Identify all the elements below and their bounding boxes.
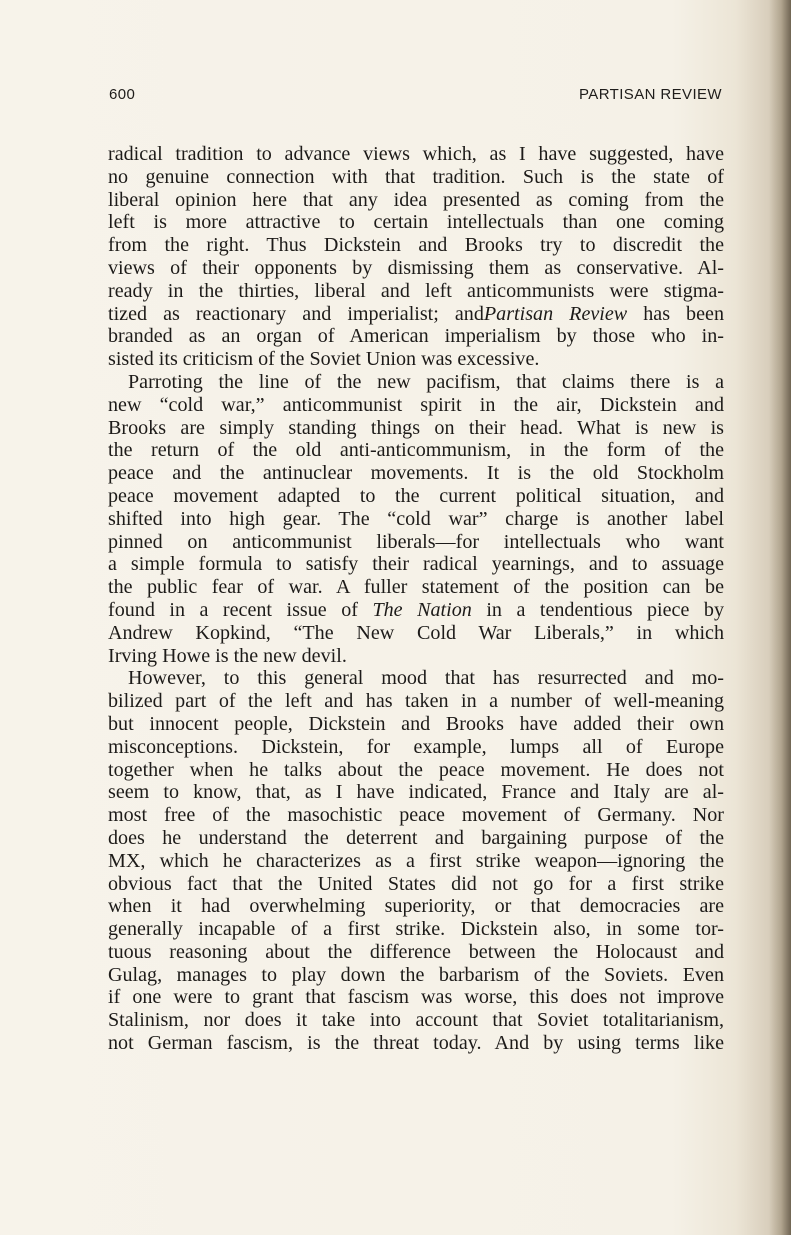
running-head <box>109 86 722 108</box>
text-line: liberal opinion here that any idea presented as coming from the <box>108 188 724 211</box>
text-line: does he understand the deterrent and bargaining purpose of the <box>108 826 724 849</box>
text-line <box>108 599 724 622</box>
text-line: MX, which he characterizes as a first strike weapon—ignoring the <box>108 849 724 872</box>
text-line: shifted into high gear. The “cold war” charge is another label <box>108 507 724 530</box>
text-line: views of their opponents by dismissing them as conservative. Al- <box>108 256 724 279</box>
text-line: the public fear of war. A fuller statement of the position can be <box>108 576 724 599</box>
text-line: peace and the antinuclear movements. It is the old Stockholm <box>108 462 724 485</box>
text-line: obvious fact that the United States did not go for a first strike <box>108 872 724 895</box>
text-line: Irving Howe is the new devil. <box>108 644 347 667</box>
text-line: new “cold war,” anticommunist spirit in the air, Dickstein and <box>108 393 724 416</box>
text-line: Brooks are simply standing things on their head. What is new is <box>108 416 724 439</box>
text-line: pinned on anticommunist liberals—for intellectuals who want <box>108 530 724 553</box>
text-line: seem to know, that, as I have indicated, France and Italy are al- <box>108 781 724 804</box>
journal-title: PARTISAN REVIEW <box>579 86 722 103</box>
text-segment: tized as reactionary and imperialist; and <box>108 302 484 325</box>
text-line: when it had overwhelming superiority, or that democracies are <box>108 895 724 918</box>
article-body <box>108 143 724 1055</box>
text-line: tuous reasoning about the difference between the Holocaust and <box>108 940 724 963</box>
text-line: from the right. Thus Dickstein and Brooks try to discredit the <box>108 234 724 257</box>
text-line: not German fascism, is the threat today. And by using terms like <box>108 1032 724 1055</box>
text-line: but innocent people, Dickstein and Brooks have added their own <box>108 712 724 735</box>
text-line: if one were to grant that fascism was worse, this does not improve <box>108 986 724 1009</box>
italic-title: The Nation <box>372 598 472 621</box>
text-line: sisted its criticism of the Soviet Union was excessive. <box>108 348 540 371</box>
text-line: Parroting the line of the new pacifism, that claims there is a <box>128 370 724 393</box>
text-line: no genuine connection with that tradition. Such is the state of <box>108 165 724 188</box>
page-number: 600 <box>109 86 136 103</box>
text-line: radical tradition to advance views which, as I have suggested, have <box>108 143 724 165</box>
text-line: together when he talks about the peace movement. He does not <box>108 758 724 781</box>
text-line: ready in the thirties, liberal and left anticommunists were stigma- <box>108 279 724 302</box>
page-gutter-shadow <box>769 0 791 1235</box>
text-line <box>108 303 724 326</box>
text-line: misconceptions. Dickstein, for example, lumps all of Europe <box>108 735 724 758</box>
text-line: most free of the masochistic peace movement of Germany. Nor <box>108 804 724 827</box>
text-line: Gulag, manages to play down the barbarism of the Soviets. Even <box>108 963 724 986</box>
text-line: peace movement adapted to the current political situation, and <box>108 484 724 507</box>
text-segment: in a tendentious piece by <box>471 598 724 621</box>
text-line: Stalinism, nor does it take into account that Soviet totalitarianism, <box>108 1009 724 1032</box>
text-line: branded as an organ of American imperialism by those who in- <box>108 325 724 348</box>
text-line: generally incapable of a first strike. Dickstein also, in some tor- <box>108 918 724 941</box>
text-line: the return of the old anti-anticommunism, in the form of the <box>108 439 724 462</box>
italic-title: Partisan Review <box>483 302 628 325</box>
text-line: However, to this general mood that has resurrected and mo- <box>128 667 724 690</box>
text-segment: found in a recent issue of <box>108 598 373 621</box>
text-line: a simple formula to satisfy their radical yearnings, and to assuage <box>108 553 724 576</box>
text-line: Andrew Kopkind, “The New Cold War Liberals,” in which <box>108 621 724 644</box>
text-segment: has been <box>627 302 724 325</box>
text-line: left is more attractive to certain intellectuals than one coming <box>108 211 724 234</box>
text-line: bilized part of the left and has taken in a number of well-meaning <box>108 690 724 713</box>
